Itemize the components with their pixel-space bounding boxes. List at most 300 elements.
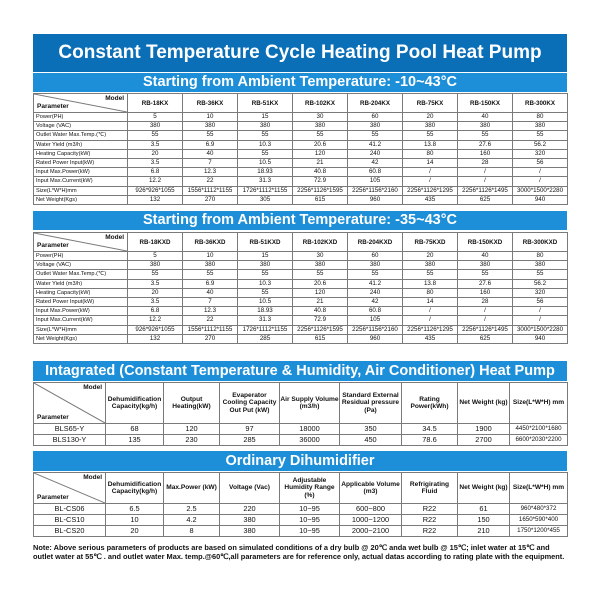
table-cell: 6.8 bbox=[128, 307, 183, 316]
column-header: Applicable Volume (m3) bbox=[340, 473, 402, 504]
table-cell: 940 bbox=[513, 195, 568, 204]
model-header: RB-36KXD bbox=[183, 233, 238, 252]
table-cell: 31.3 bbox=[238, 177, 293, 186]
table-cell: 625 bbox=[458, 195, 513, 204]
table-row bbox=[34, 122, 568, 131]
table-cell: 22 bbox=[183, 316, 238, 325]
column-header: Net Weight (kg) bbox=[458, 473, 510, 504]
table-cell: 12.2 bbox=[128, 177, 183, 186]
table-cell: / bbox=[403, 316, 458, 325]
table-cell: 960 bbox=[348, 195, 403, 204]
table-row bbox=[34, 435, 568, 446]
table-cell: 55 bbox=[183, 131, 238, 140]
row-label: Outlet Water Max.Temp.(℃) bbox=[34, 270, 128, 279]
table-cell: 60 bbox=[348, 113, 403, 122]
table-cell: 5 bbox=[128, 252, 183, 261]
row-label: Voltage (VAC) bbox=[34, 122, 128, 131]
corner-model-label: Model bbox=[105, 95, 124, 102]
column-header: Air Supply Volume (m3/h) bbox=[280, 383, 340, 424]
table-cell: 55 bbox=[513, 131, 568, 140]
table-cell: 435 bbox=[403, 195, 458, 204]
table-cell: 40.8 bbox=[293, 307, 348, 316]
table-cell: 15 bbox=[238, 113, 293, 122]
table-cell: / bbox=[458, 307, 513, 316]
row-label: Heating Capacity(kW) bbox=[34, 288, 128, 297]
row-label: Size(L*W*H)mm bbox=[34, 325, 128, 334]
table-cell: 55 bbox=[293, 270, 348, 279]
table-cell: 380 bbox=[220, 515, 280, 526]
table-row bbox=[34, 307, 568, 316]
table-cell: 2700 bbox=[458, 435, 510, 446]
model-header: RB-300KXD bbox=[513, 233, 568, 252]
table-cell: 36000 bbox=[280, 435, 340, 446]
table-cell: 12.2 bbox=[128, 316, 183, 325]
table-cell: 6.9 bbox=[183, 140, 238, 149]
table-row bbox=[34, 297, 568, 306]
table-cell: 2.5 bbox=[164, 504, 220, 515]
table-cell: 1000~1200 bbox=[340, 515, 402, 526]
table-row bbox=[34, 316, 568, 325]
table-cell: 55 bbox=[238, 149, 293, 158]
table-cell: 7 bbox=[183, 297, 238, 306]
column-header: Net Weight (kg) bbox=[458, 383, 510, 424]
row-label: Net Weight(Kgs) bbox=[34, 195, 128, 204]
table-cell: 380 bbox=[513, 261, 568, 270]
table-cell: 68 bbox=[106, 424, 164, 435]
table-cell: 40 bbox=[458, 252, 513, 261]
table-cell: 28 bbox=[458, 158, 513, 167]
table-cell: 78.6 bbox=[402, 435, 458, 446]
table-cell: 6.9 bbox=[183, 279, 238, 288]
table-row bbox=[34, 279, 568, 288]
table-cell: 20 bbox=[128, 149, 183, 158]
column-header: Evaperator Cooling Capacity Out Put (kW) bbox=[220, 383, 280, 424]
table-header-row bbox=[34, 383, 568, 424]
table-row bbox=[34, 252, 568, 261]
column-header: Size(L*W*H) mm bbox=[510, 473, 568, 504]
row-label: Heating Capacity(kW) bbox=[34, 149, 128, 158]
table-cell: 18000 bbox=[280, 424, 340, 435]
corner-parameter-label: Parameter bbox=[37, 413, 69, 421]
model-cell: BLS65-Y bbox=[34, 424, 106, 435]
table-cell: R22 bbox=[402, 515, 458, 526]
table-cell: 3.5 bbox=[128, 140, 183, 149]
table-cell: 380 bbox=[128, 261, 183, 270]
column-header: Dehumidification Capacity(kg/h) bbox=[106, 473, 164, 504]
table-cell: 380 bbox=[293, 261, 348, 270]
model-cell: BL-CS06 bbox=[34, 504, 106, 515]
table-cell: 135 bbox=[106, 435, 164, 446]
row-label: Power(PH) bbox=[34, 113, 128, 122]
dehumidifier-table bbox=[33, 472, 568, 537]
table-cell: 960 bbox=[348, 334, 403, 343]
model-header: RB-36KX bbox=[183, 94, 238, 113]
row-label: Rated Power Input(kW) bbox=[34, 158, 128, 167]
table-header-row bbox=[34, 473, 568, 504]
table-cell: / bbox=[513, 307, 568, 316]
table-cell: 34.5 bbox=[402, 424, 458, 435]
table-cell: 120 bbox=[293, 149, 348, 158]
model-header: RB-75KX bbox=[403, 94, 458, 113]
table-cell: 55 bbox=[128, 131, 183, 140]
corner-model-label: Model bbox=[105, 234, 124, 241]
table-cell: 120 bbox=[293, 288, 348, 297]
table-cell: 105 bbox=[348, 177, 403, 186]
table-cell: 10~95 bbox=[280, 515, 340, 526]
table-cell: 2256*1126*1295 bbox=[403, 186, 458, 195]
table-cell: / bbox=[513, 168, 568, 177]
table-cell: 2256*1126*1595 bbox=[293, 186, 348, 195]
table-cell: 20 bbox=[106, 526, 164, 537]
table-cell: 80 bbox=[403, 288, 458, 297]
column-header: Rating Power(kWh) bbox=[402, 383, 458, 424]
table-cell: 220 bbox=[220, 504, 280, 515]
table-cell: 72.9 bbox=[293, 316, 348, 325]
table-cell: 380 bbox=[238, 122, 293, 131]
table-row bbox=[34, 140, 568, 149]
table-cell: 2256*1156*2160 bbox=[348, 186, 403, 195]
table-cell: 10~95 bbox=[280, 526, 340, 537]
table-cell: 42 bbox=[348, 158, 403, 167]
model-header: RB-204KX bbox=[348, 94, 403, 113]
table-cell: 2256*1126*1495 bbox=[458, 186, 513, 195]
table-cell: 80 bbox=[513, 113, 568, 122]
table-cell: 615 bbox=[293, 334, 348, 343]
table-cell: 380 bbox=[128, 122, 183, 131]
table-cell: 55 bbox=[293, 131, 348, 140]
table-cell: 56 bbox=[513, 297, 568, 306]
table-cell: / bbox=[513, 316, 568, 325]
table-cell: / bbox=[458, 316, 513, 325]
table-cell: 380 bbox=[403, 261, 458, 270]
corner-model-label: Model bbox=[83, 474, 102, 481]
table-cell: 28 bbox=[458, 297, 513, 306]
page-title: Constant Temperature Cycle Heating Pool Heat Pump bbox=[33, 34, 567, 72]
table-cell: 132 bbox=[128, 195, 183, 204]
table-cell: R22 bbox=[402, 504, 458, 515]
table-row bbox=[34, 158, 568, 167]
model-header: RB-18KXD bbox=[128, 233, 183, 252]
table-cell: 926*926*1055 bbox=[128, 186, 183, 195]
table-cell: 240 bbox=[348, 288, 403, 297]
integrated-heat-pump-table bbox=[33, 382, 568, 446]
table-cell: 20 bbox=[403, 113, 458, 122]
table-cell: 31.3 bbox=[238, 316, 293, 325]
table-cell: 40 bbox=[183, 288, 238, 297]
table-cell: 230 bbox=[164, 435, 220, 446]
row-label: Input Max.Power(kW) bbox=[34, 307, 128, 316]
table-cell: 320 bbox=[513, 149, 568, 158]
table-cell: 5 bbox=[128, 113, 183, 122]
corner-parameter-label: Parameter bbox=[37, 103, 69, 110]
table-cell: 940 bbox=[513, 334, 568, 343]
table-cell: 14 bbox=[403, 297, 458, 306]
table-cell: 10.5 bbox=[238, 297, 293, 306]
table-row bbox=[34, 334, 568, 343]
table-cell: / bbox=[403, 168, 458, 177]
model-cell: BL-CS10 bbox=[34, 515, 106, 526]
table-cell: 380 bbox=[458, 122, 513, 131]
table-cell: 380 bbox=[183, 122, 238, 131]
table-cell: 55 bbox=[403, 131, 458, 140]
footnote: Note: Above serious parameters of products are based on simulated conditions of a dry bulb @ 20℃ anda wet bulb @ 15℃; inlet water at 15℃ and outlet water at 55℃ . and outlet water Max. temp.@60℃,all parameters are for reference only, actual datas according to rating plate with the equipment. bbox=[33, 543, 565, 561]
table-cell: 2256*1126*1495 bbox=[458, 325, 513, 334]
table-cell: 3.5 bbox=[128, 158, 183, 167]
table-cell: 240 bbox=[348, 149, 403, 158]
table-cell: 2256*1126*1295 bbox=[403, 325, 458, 334]
corner-parameter-label: Parameter bbox=[37, 242, 69, 249]
table-cell: 18.93 bbox=[238, 307, 293, 316]
spec-table-ambient-10-43 bbox=[33, 93, 568, 205]
table-row bbox=[34, 177, 568, 186]
row-label: Size(L*W*H)mm bbox=[34, 186, 128, 195]
table-cell: 4.2 bbox=[164, 515, 220, 526]
table-cell: 10~95 bbox=[280, 504, 340, 515]
table-cell: 55 bbox=[513, 270, 568, 279]
table-cell: 20 bbox=[403, 252, 458, 261]
row-label: Outlet Water Max.Temp.(℃) bbox=[34, 131, 128, 140]
table-cell: 10.3 bbox=[238, 279, 293, 288]
table-cell: / bbox=[458, 168, 513, 177]
model-header: RB-75KXD bbox=[403, 233, 458, 252]
column-header: Refrigirating Fluid bbox=[402, 473, 458, 504]
table-cell: 926*926*1055 bbox=[128, 325, 183, 334]
table-header-row bbox=[34, 233, 568, 252]
corner-parameter-label: Parameter bbox=[37, 493, 69, 501]
column-header: Dehumidification Capacity(kg/h) bbox=[106, 383, 164, 424]
column-header: Size(L*W*H) mm bbox=[510, 383, 568, 424]
model-header: RB-102KXD bbox=[293, 233, 348, 252]
header-corner-cell bbox=[34, 473, 106, 504]
header-corner-cell bbox=[34, 383, 106, 424]
row-label: Input Max.Current(kW) bbox=[34, 316, 128, 325]
row-label: Water Yield (m3/h) bbox=[34, 279, 128, 288]
table-cell: 1726*1112*1155 bbox=[238, 186, 293, 195]
table-cell: 2256*1156*2160 bbox=[348, 325, 403, 334]
row-label: Water Yield (m3/h) bbox=[34, 140, 128, 149]
table-cell: 20.6 bbox=[293, 279, 348, 288]
table-row bbox=[34, 515, 568, 526]
table-cell: 160 bbox=[458, 288, 513, 297]
section-heading-ambient-35-43: Starting from Ambient Temperature: -35~43°C bbox=[33, 211, 567, 230]
table-cell: 60 bbox=[348, 252, 403, 261]
table-cell: 380 bbox=[220, 526, 280, 537]
model-header: RB-150KXD bbox=[458, 233, 513, 252]
table-cell: 150 bbox=[458, 515, 510, 526]
table-row bbox=[34, 186, 568, 195]
table-cell: 21 bbox=[293, 158, 348, 167]
table-cell: 60.8 bbox=[348, 168, 403, 177]
table-cell: 40 bbox=[458, 113, 513, 122]
model-cell: BL-CS20 bbox=[34, 526, 106, 537]
table-row bbox=[34, 270, 568, 279]
column-header: Adjustable Humidity Range (%) bbox=[280, 473, 340, 504]
section-heading-ambient-10-43: Starting from Ambient Temperature: -10~43°C bbox=[33, 73, 567, 92]
table-cell: 56 bbox=[513, 158, 568, 167]
table-cell: 285 bbox=[220, 435, 280, 446]
column-header: Max.Power (kW) bbox=[164, 473, 220, 504]
table-cell: 42 bbox=[348, 297, 403, 306]
corner-model-label: Model bbox=[83, 384, 102, 391]
table-cell: 18.93 bbox=[238, 168, 293, 177]
table-cell: 10 bbox=[183, 113, 238, 122]
column-header: Voltage (Vac) bbox=[220, 473, 280, 504]
spec-table-ambient-35-43 bbox=[33, 232, 568, 344]
table-cell: 55 bbox=[238, 288, 293, 297]
table-cell: 55 bbox=[458, 131, 513, 140]
table-cell: 380 bbox=[348, 122, 403, 131]
table-cell: 10 bbox=[106, 515, 164, 526]
section-heading-dehumidifier: Ordinary Dihumidifier bbox=[33, 451, 567, 471]
table-cell: 30 bbox=[293, 252, 348, 261]
row-label: Voltage (VAC) bbox=[34, 261, 128, 270]
table-cell: 41.2 bbox=[348, 279, 403, 288]
table-cell: / bbox=[403, 177, 458, 186]
row-label: Power(PH) bbox=[34, 252, 128, 261]
table-row bbox=[34, 113, 568, 122]
table-cell: / bbox=[513, 177, 568, 186]
table-cell: 3.5 bbox=[128, 297, 183, 306]
table-cell: 56.2 bbox=[513, 279, 568, 288]
table-cell: 2000~2100 bbox=[340, 526, 402, 537]
table-cell: 1650*590*400 bbox=[510, 515, 568, 526]
table-cell: 22 bbox=[183, 177, 238, 186]
table-cell: 13.8 bbox=[403, 279, 458, 288]
table-header-row bbox=[34, 94, 568, 113]
model-header: RB-51KX bbox=[238, 94, 293, 113]
table-cell: 10 bbox=[183, 252, 238, 261]
table-cell: 10.5 bbox=[238, 158, 293, 167]
table-cell: 305 bbox=[238, 195, 293, 204]
table-cell: 10.3 bbox=[238, 140, 293, 149]
table-row bbox=[34, 195, 568, 204]
table-row bbox=[34, 288, 568, 297]
table-row bbox=[34, 325, 568, 334]
table-cell: 60.8 bbox=[348, 307, 403, 316]
model-cell: BLS130-Y bbox=[34, 435, 106, 446]
table-cell: 132 bbox=[128, 334, 183, 343]
table-cell: 55 bbox=[238, 270, 293, 279]
table-cell: 6600*2030*2200 bbox=[510, 435, 568, 446]
model-header: RB-102KX bbox=[293, 94, 348, 113]
table-cell: 615 bbox=[293, 195, 348, 204]
table-cell: 14 bbox=[403, 158, 458, 167]
table-cell: 1750*1200*455 bbox=[510, 526, 568, 537]
table-cell: 6.5 bbox=[106, 504, 164, 515]
model-header: RB-18KX bbox=[128, 94, 183, 113]
table-cell: 1556*1112*1155 bbox=[183, 186, 238, 195]
table-cell: 350 bbox=[340, 424, 402, 435]
table-cell: 8 bbox=[164, 526, 220, 537]
table-cell: 12.3 bbox=[183, 168, 238, 177]
table-cell: 55 bbox=[458, 270, 513, 279]
model-header: RB-300KX bbox=[513, 94, 568, 113]
table-cell: 97 bbox=[220, 424, 280, 435]
table-cell: 320 bbox=[513, 288, 568, 297]
table-cell: 380 bbox=[293, 122, 348, 131]
section-heading-integrated-heat-pump: Intagrated (Constant Temperature & Humidity, Air Conditioner) Heat Pump bbox=[33, 361, 567, 381]
table-cell: 160 bbox=[458, 149, 513, 158]
table-cell: 13.8 bbox=[403, 140, 458, 149]
table-row bbox=[34, 526, 568, 537]
table-cell: 2256*1126*1595 bbox=[293, 325, 348, 334]
table-row bbox=[34, 261, 568, 270]
table-cell: 270 bbox=[183, 334, 238, 343]
table-cell: 600~800 bbox=[340, 504, 402, 515]
table-cell: 55 bbox=[183, 270, 238, 279]
table-row bbox=[34, 168, 568, 177]
table-cell: 55 bbox=[128, 270, 183, 279]
table-cell: 6.8 bbox=[128, 168, 183, 177]
table-cell: 4450*2100*1680 bbox=[510, 424, 568, 435]
table-cell: / bbox=[458, 177, 513, 186]
table-cell: 41.2 bbox=[348, 140, 403, 149]
table-cell: 80 bbox=[513, 252, 568, 261]
table-cell: 210 bbox=[458, 526, 510, 537]
table-cell: 1900 bbox=[458, 424, 510, 435]
table-cell: 40 bbox=[183, 149, 238, 158]
table-row bbox=[34, 504, 568, 515]
row-label: Input Max.Power(kW) bbox=[34, 168, 128, 177]
table-cell: 72.9 bbox=[293, 177, 348, 186]
model-header: RB-204KXD bbox=[348, 233, 403, 252]
table-cell: 30 bbox=[293, 113, 348, 122]
table-cell: 625 bbox=[458, 334, 513, 343]
header-corner-cell bbox=[34, 233, 128, 252]
column-header: Output Heating(kW) bbox=[164, 383, 220, 424]
table-cell: 435 bbox=[403, 334, 458, 343]
table-cell: 20 bbox=[128, 288, 183, 297]
table-cell: 3000*1500*2280 bbox=[513, 325, 568, 334]
table-cell: 55 bbox=[348, 131, 403, 140]
table-cell: 270 bbox=[183, 195, 238, 204]
table-row bbox=[34, 424, 568, 435]
row-label: Net Weight(Kgs) bbox=[34, 334, 128, 343]
table-cell: 61 bbox=[458, 504, 510, 515]
row-label: Input Max.Current(kW) bbox=[34, 177, 128, 186]
header-corner-cell bbox=[34, 94, 128, 113]
table-cell: 55 bbox=[403, 270, 458, 279]
table-cell: 380 bbox=[348, 261, 403, 270]
table-cell: 27.6 bbox=[458, 279, 513, 288]
table-cell: 120 bbox=[164, 424, 220, 435]
table-cell: 80 bbox=[403, 149, 458, 158]
table-cell: 3000*1500*2280 bbox=[513, 186, 568, 195]
table-cell: 15 bbox=[238, 252, 293, 261]
table-cell: 380 bbox=[513, 122, 568, 131]
table-cell: 960*480*372 bbox=[510, 504, 568, 515]
table-cell: 450 bbox=[340, 435, 402, 446]
column-header: Standard External Residual pressure (Pa) bbox=[340, 383, 402, 424]
table-cell: 40.8 bbox=[293, 168, 348, 177]
table-cell: 380 bbox=[458, 261, 513, 270]
table-row bbox=[34, 149, 568, 158]
table-cell: 56.2 bbox=[513, 140, 568, 149]
model-header: RB-150KX bbox=[458, 94, 513, 113]
model-header: RB-51KXD bbox=[238, 233, 293, 252]
table-cell: 27.6 bbox=[458, 140, 513, 149]
table-row bbox=[34, 131, 568, 140]
table-cell: 55 bbox=[238, 131, 293, 140]
table-cell: 12.3 bbox=[183, 307, 238, 316]
table-cell: 380 bbox=[238, 261, 293, 270]
table-cell: 285 bbox=[238, 334, 293, 343]
table-cell: 55 bbox=[348, 270, 403, 279]
table-cell: 20.6 bbox=[293, 140, 348, 149]
table-cell: 3.5 bbox=[128, 279, 183, 288]
table-cell: 1726*1112*1155 bbox=[238, 325, 293, 334]
table-cell: 380 bbox=[183, 261, 238, 270]
